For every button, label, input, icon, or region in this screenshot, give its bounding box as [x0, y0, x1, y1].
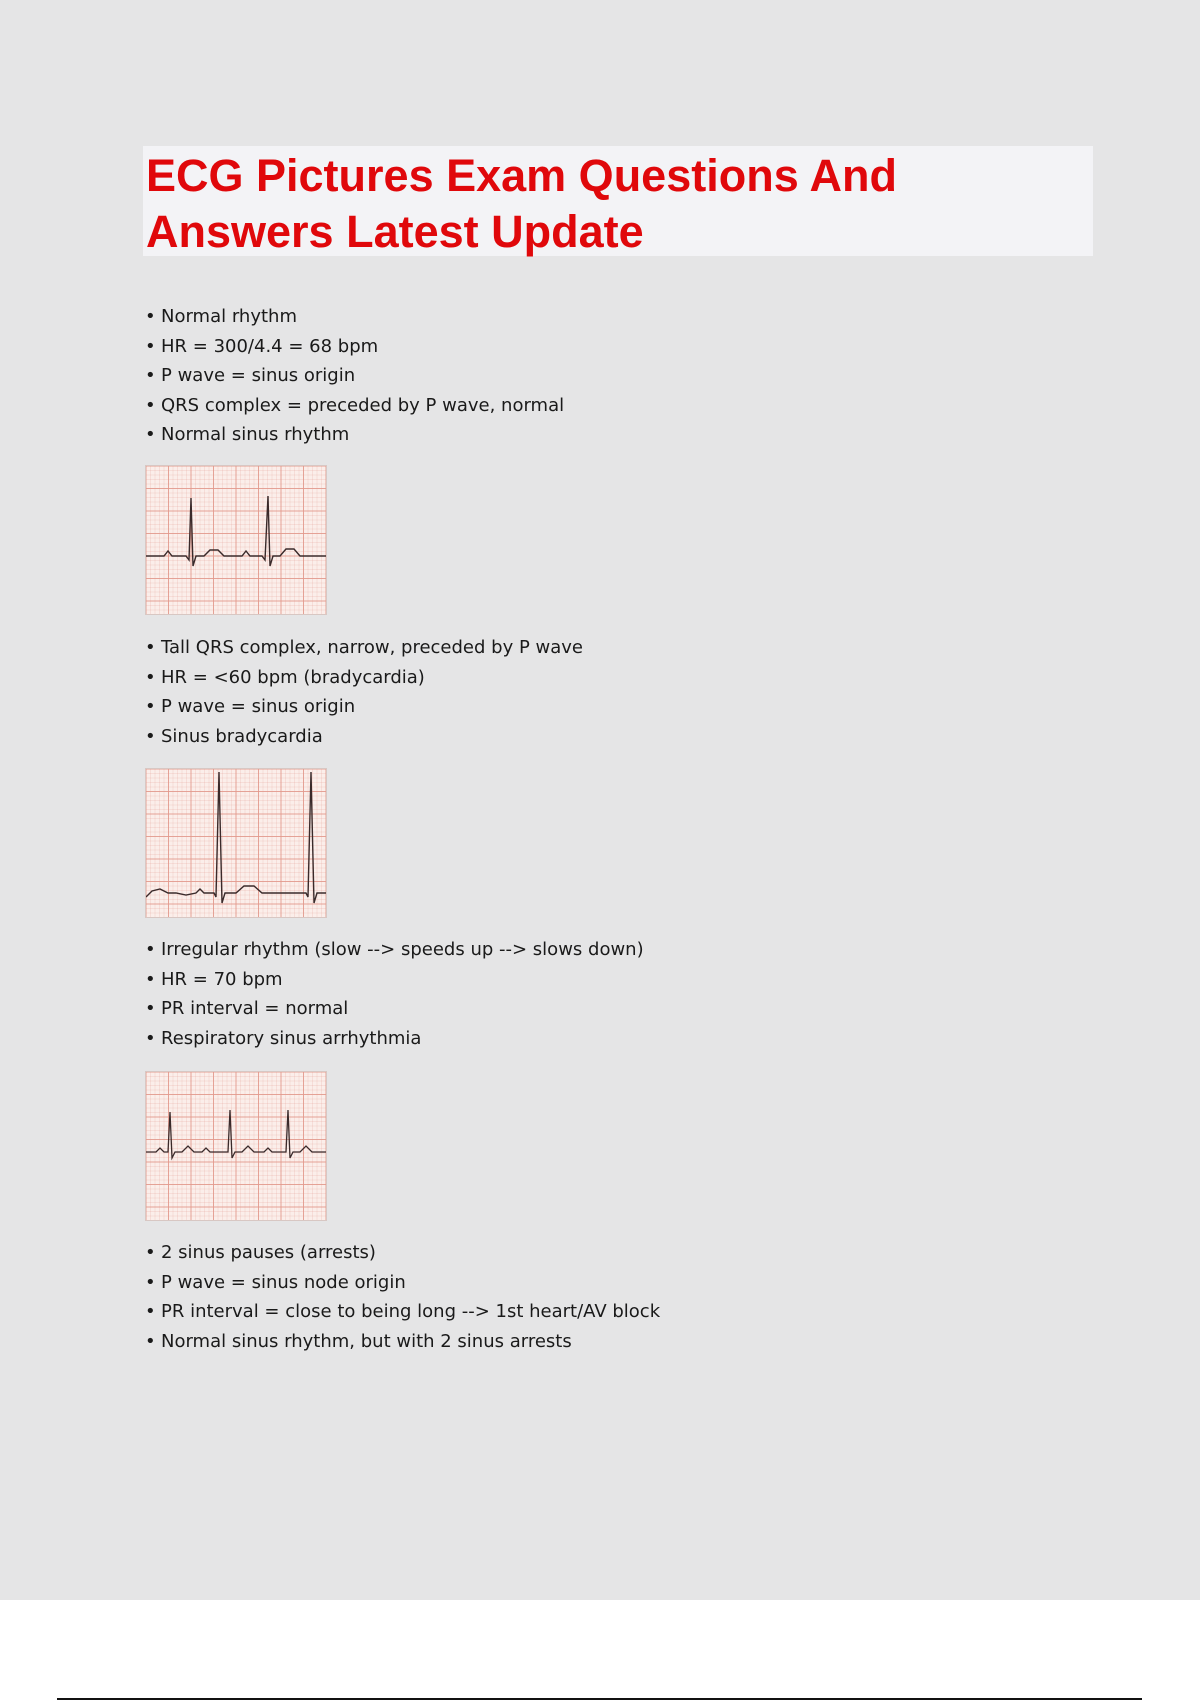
- list-item: • Normal sinus rhythm: [145, 424, 350, 445]
- list-item: • P wave = sinus node origin: [145, 1271, 406, 1293]
- list-item: • Respiratory sinus arrhythmia: [145, 1027, 422, 1049]
- page-title: [143, 146, 1093, 260]
- list-item: • Irregular rhythm (slow --> speeds up --> slows down): [145, 939, 644, 960]
- title-line-2: Answers Latest Update: [146, 206, 644, 257]
- ecg-strip-sinus-bradycardia: [145, 768, 327, 918]
- title-banner: [143, 146, 1093, 256]
- list-item: • PR interval = close to being long --> 1st heart/AV block: [145, 1301, 661, 1322]
- list-item: • Tall QRS complex, narrow, preceded by P wave: [145, 637, 583, 658]
- bullet-list-sinus-pauses: [145, 1238, 660, 1356]
- list-item: • HR = 300/4.4 = 68 bpm: [145, 335, 379, 357]
- list-item: • Sinus bradycardia: [145, 725, 323, 747]
- bullet-list-respiratory-arrhythmia: [145, 935, 644, 1053]
- list-item: • HR = 70 bpm: [145, 968, 283, 990]
- list-item: • QRS complex = preceded by P wave, normal: [145, 394, 565, 416]
- list-item: • P wave = sinus origin: [145, 696, 356, 717]
- bullet-list-normal-rhythm: [145, 302, 564, 450]
- list-item: • 2 sinus pauses (arrests): [145, 1242, 376, 1263]
- list-item: • P wave = sinus origin: [145, 365, 356, 386]
- ecg-strip-normal-sinus: [145, 465, 327, 615]
- ecg-strip-respiratory-sinus-arrhythmia: [145, 1071, 327, 1221]
- list-item: • HR = <60 bpm (bradycardia): [145, 666, 425, 688]
- list-item: • PR interval = normal: [145, 998, 349, 1019]
- list-item: • Normal rhythm: [145, 306, 297, 327]
- bullet-list-bradycardia: [145, 633, 583, 751]
- title-line-1: ECG Pictures Exam Questions And: [146, 150, 898, 201]
- list-item: • Normal sinus rhythm, but with 2 sinus arrests: [145, 1330, 572, 1352]
